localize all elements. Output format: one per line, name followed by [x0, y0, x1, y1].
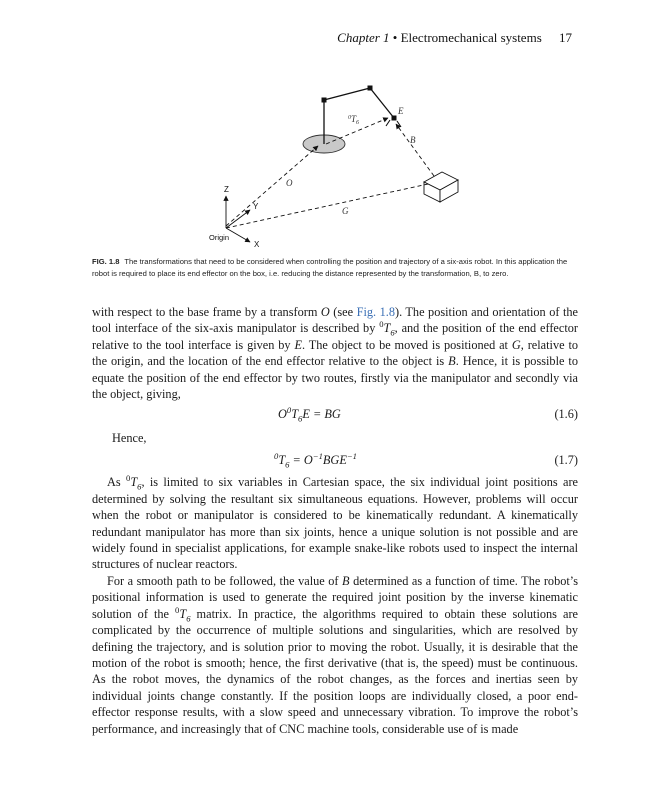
y-axis — [226, 210, 250, 228]
page-number: 17 — [559, 30, 572, 45]
caption-label: FIG. 1.8 — [92, 257, 120, 266]
running-head-separator: • — [392, 30, 398, 45]
equation-number-1-6: (1.6) — [554, 407, 578, 422]
figure-link[interactable]: Fig. 1.8 — [356, 305, 395, 319]
end-effector — [386, 120, 401, 127]
equation-1-6: $O^0T_6E$ = BG (1.6) — [278, 405, 578, 424]
equation-number-1-7: (1.7) — [554, 453, 578, 468]
robot-arm — [324, 88, 394, 144]
robot-joint-wrist — [392, 116, 397, 121]
label-b: B — [410, 135, 416, 145]
paragraph-2: As $^0T_6$, is limited to six variables in Cartesian space, the six individual joint positions are determined by solving the resultant six simultaneous equations. However, problems will occur when the robot or manipulator is considered to be kinematically redundant. A kinematically redundant manipulator has more than six joints, hence a unique solution is not possible and are widely found in specialist applications, for example snake-like robots used to inspect the internal structures of nuclear reactors. — [92, 473, 579, 572]
caption-text: The transformations that need to be considered when controlling the position and trajectory of a six-axis robot. In this application the robot is required to place its end effector on the box, i.e. reducing the distance represented by the transformation, B, to zero. — [92, 257, 568, 278]
label-g: G — [342, 206, 349, 216]
x-axis — [226, 228, 250, 242]
label-t6: $^0T_6$ — [348, 114, 360, 126]
robot-joint-elbow — [368, 86, 373, 91]
chapter-label: Chapter 1 — [337, 30, 390, 45]
section-title: Electromechanical systems — [400, 30, 542, 45]
paragraph-1: with respect to the base frame by a transform O (see Fig. 1.8). The position and orientation of the tool interface of the six-axis manipulator is described by $^0T_6$, and the position of the end effector relative to the tool interface is given by E. The object to be moved is positioned at G, relative to the origin, and the location of the end effector relative to the object is B. Hence, it is possible to equate the position of the end effector by two routes, firstly via the manipulator and secondly via the object, giving, — [92, 305, 579, 402]
robot-joint-base — [322, 98, 327, 103]
transform-b — [396, 124, 434, 176]
running-head — [337, 30, 572, 46]
equation-1-7: $^0T_6 = O^{-1}BGE^{-1}$ (1.7) — [274, 451, 578, 470]
label-origin: Origin — [209, 233, 230, 242]
label-e: E — [398, 106, 404, 116]
transform-o — [226, 146, 318, 226]
target-box — [424, 172, 458, 202]
axis-label-x: X — [254, 240, 260, 249]
axis-label-y: Y — [253, 202, 259, 211]
hence-label: Hence, — [112, 431, 147, 446]
body-text — [92, 304, 578, 737]
label-o: O — [286, 178, 293, 188]
axis-label-z: Z — [224, 185, 229, 194]
figure-caption — [92, 256, 578, 280]
paragraph-3: For a smooth path to be followed, the value of B determined as a function of time. The robot’s positional information is used to generate the required joint position by the inverse kinematic solution of the $^0T_6$ matrix. In practice, the algorithms required to obtain these solutions are complicated by the occurrence of multiple solutions and singularities, which are resolved by defining the trajectory, and is solution prior to moving the robot. Usually, it is desirable that the motion of the robot is smooth; hence, the first derivative (that is, the speed) must be continuous. As the robot moves, the dynamics of the robot changes, as the forces and inertias seen by individual joints change constantly. If the position loops are individually closed, a poor end-effector response results, with a slow speed and unnecessary vibration. To improve the robot’s performance, and increasingly that of CNC machine tools, considerable use of is made — [92, 573, 579, 736]
robot-diagram — [196, 72, 476, 252]
figure-robot-transformations — [196, 72, 476, 252]
